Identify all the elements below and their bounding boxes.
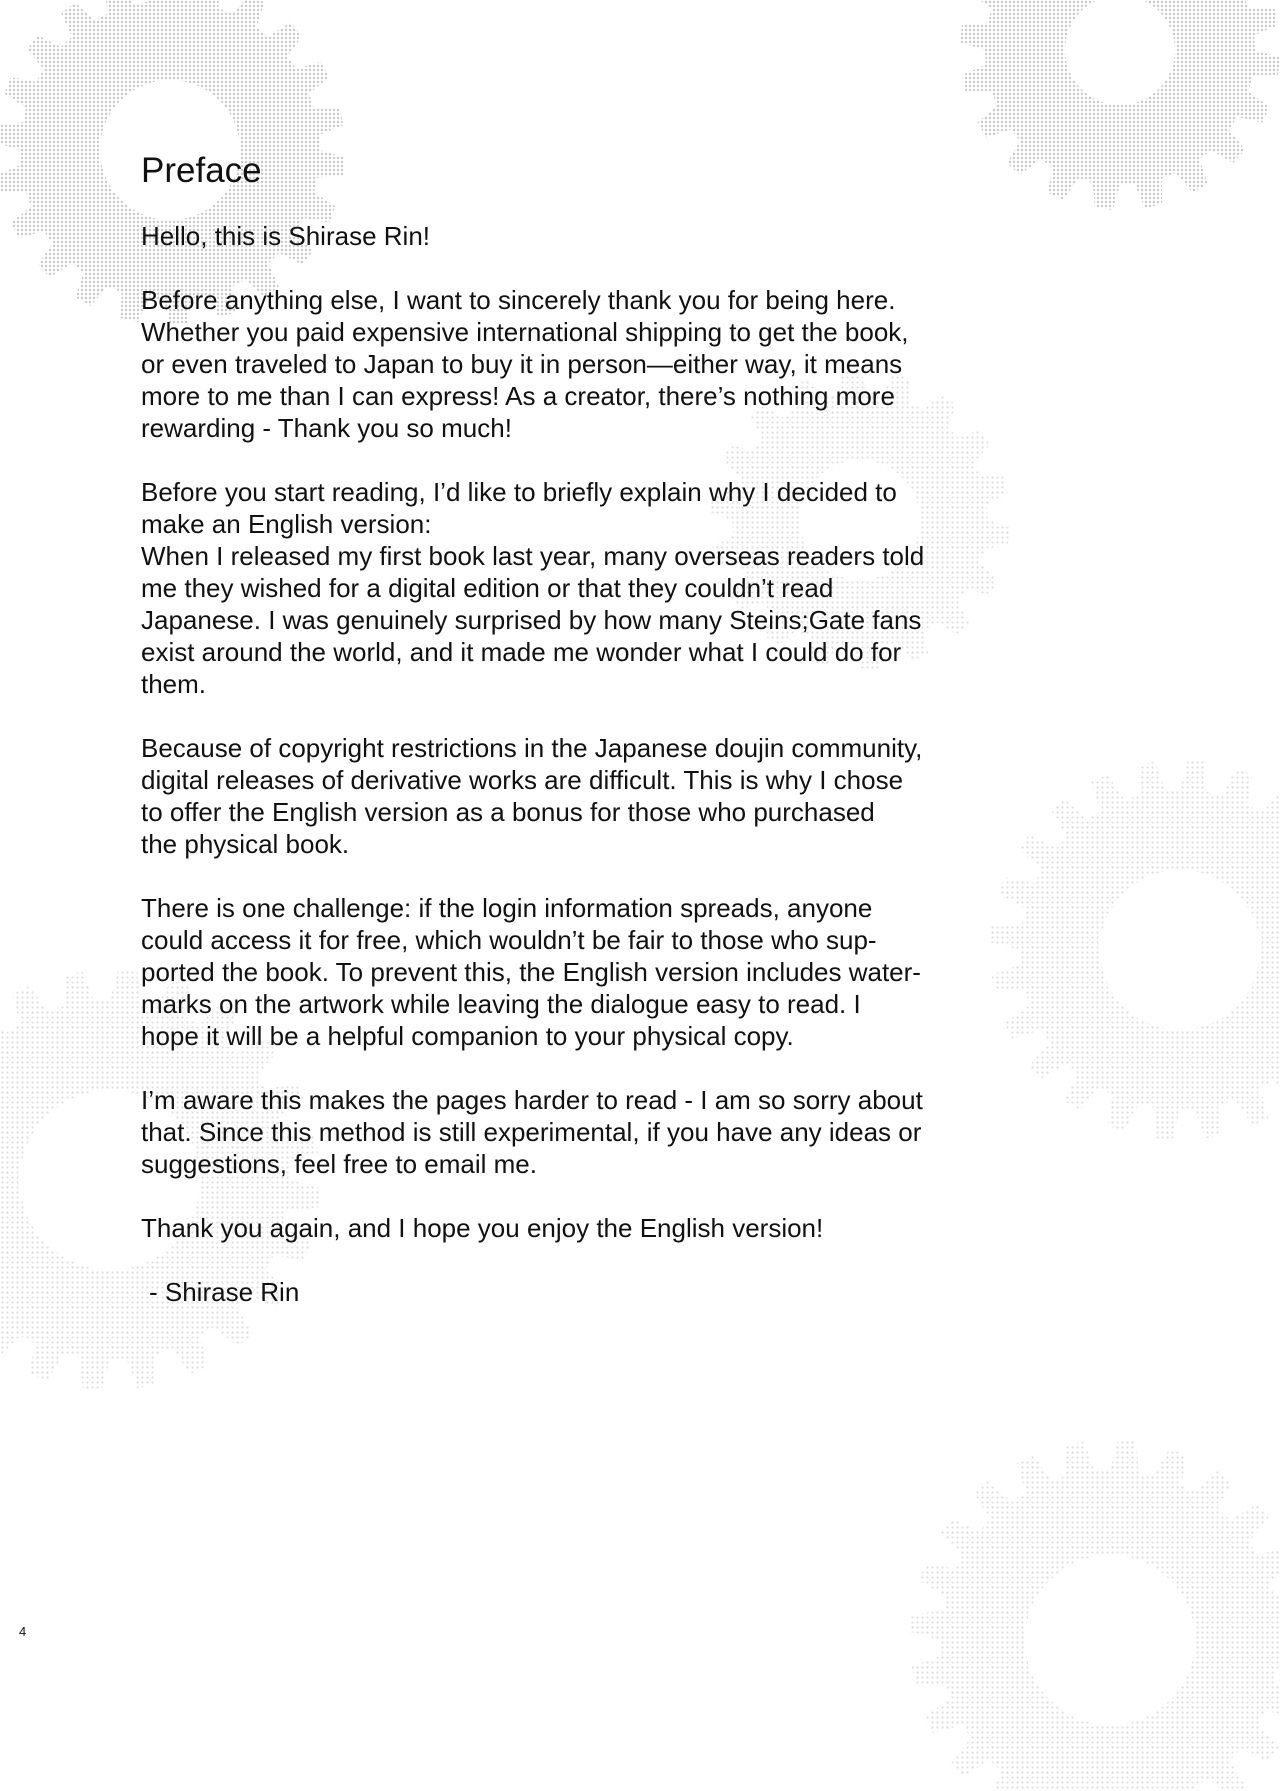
page-number: 4 (19, 1624, 27, 1639)
preface-body (141, 150, 1141, 1340)
signature: - Shirase Rin (149, 1277, 300, 1307)
paragraph-watermarks: There is one challenge: if the login information spreads, anyone could access it for free, which wouldn’t be fair to those who sup- ported the book. To prevent this, the English version includes water- marks on the artwork while leaving the dialogue easy to read. I hope it will be a helpful companion to your physical copy. (141, 893, 921, 1051)
paragraph-greeting: Hello, this is Shirase Rin! (141, 221, 430, 251)
paragraph-why-english: Before you start reading, I’d like to briefly explain why I decided to make an English version: When I released my first book last year, many overseas readers told me they wished for a digital edition or that they couldn’t read Japanese. I was genuinely surprised by how many Steins;Gate fans exist around the world, and it made me wonder what I could do for them. (141, 477, 925, 699)
paragraph-thanks: Before anything else, I want to sincerely thank you for being here. Whether you paid expensive international shipping to get the book, or even traveled to Japan to buy it in person—either way, it means more to me than I can express! As a creator, there’s nothing more rewarding - Thank you so much! (141, 285, 909, 443)
paragraph-closing: Thank you again, and I hope you enjoy the English version! (141, 1213, 824, 1243)
page-title: Preface (141, 151, 262, 190)
gear-hub (1065, 0, 1175, 105)
paragraph-copyright: Because of copyright restrictions in the Japanese doujin community, digital releases of derivative works are difficult. This is why I chose to offer the English version as a bonus for those who purchased the physical book. (141, 733, 923, 859)
paragraph-apology: I’m aware this makes the pages harder to read - I am so sorry about that. Since this method is still experimental, if you have any ideas or suggestions, feel free to email me. (141, 1085, 923, 1179)
gear-hub (1025, 1555, 1195, 1725)
